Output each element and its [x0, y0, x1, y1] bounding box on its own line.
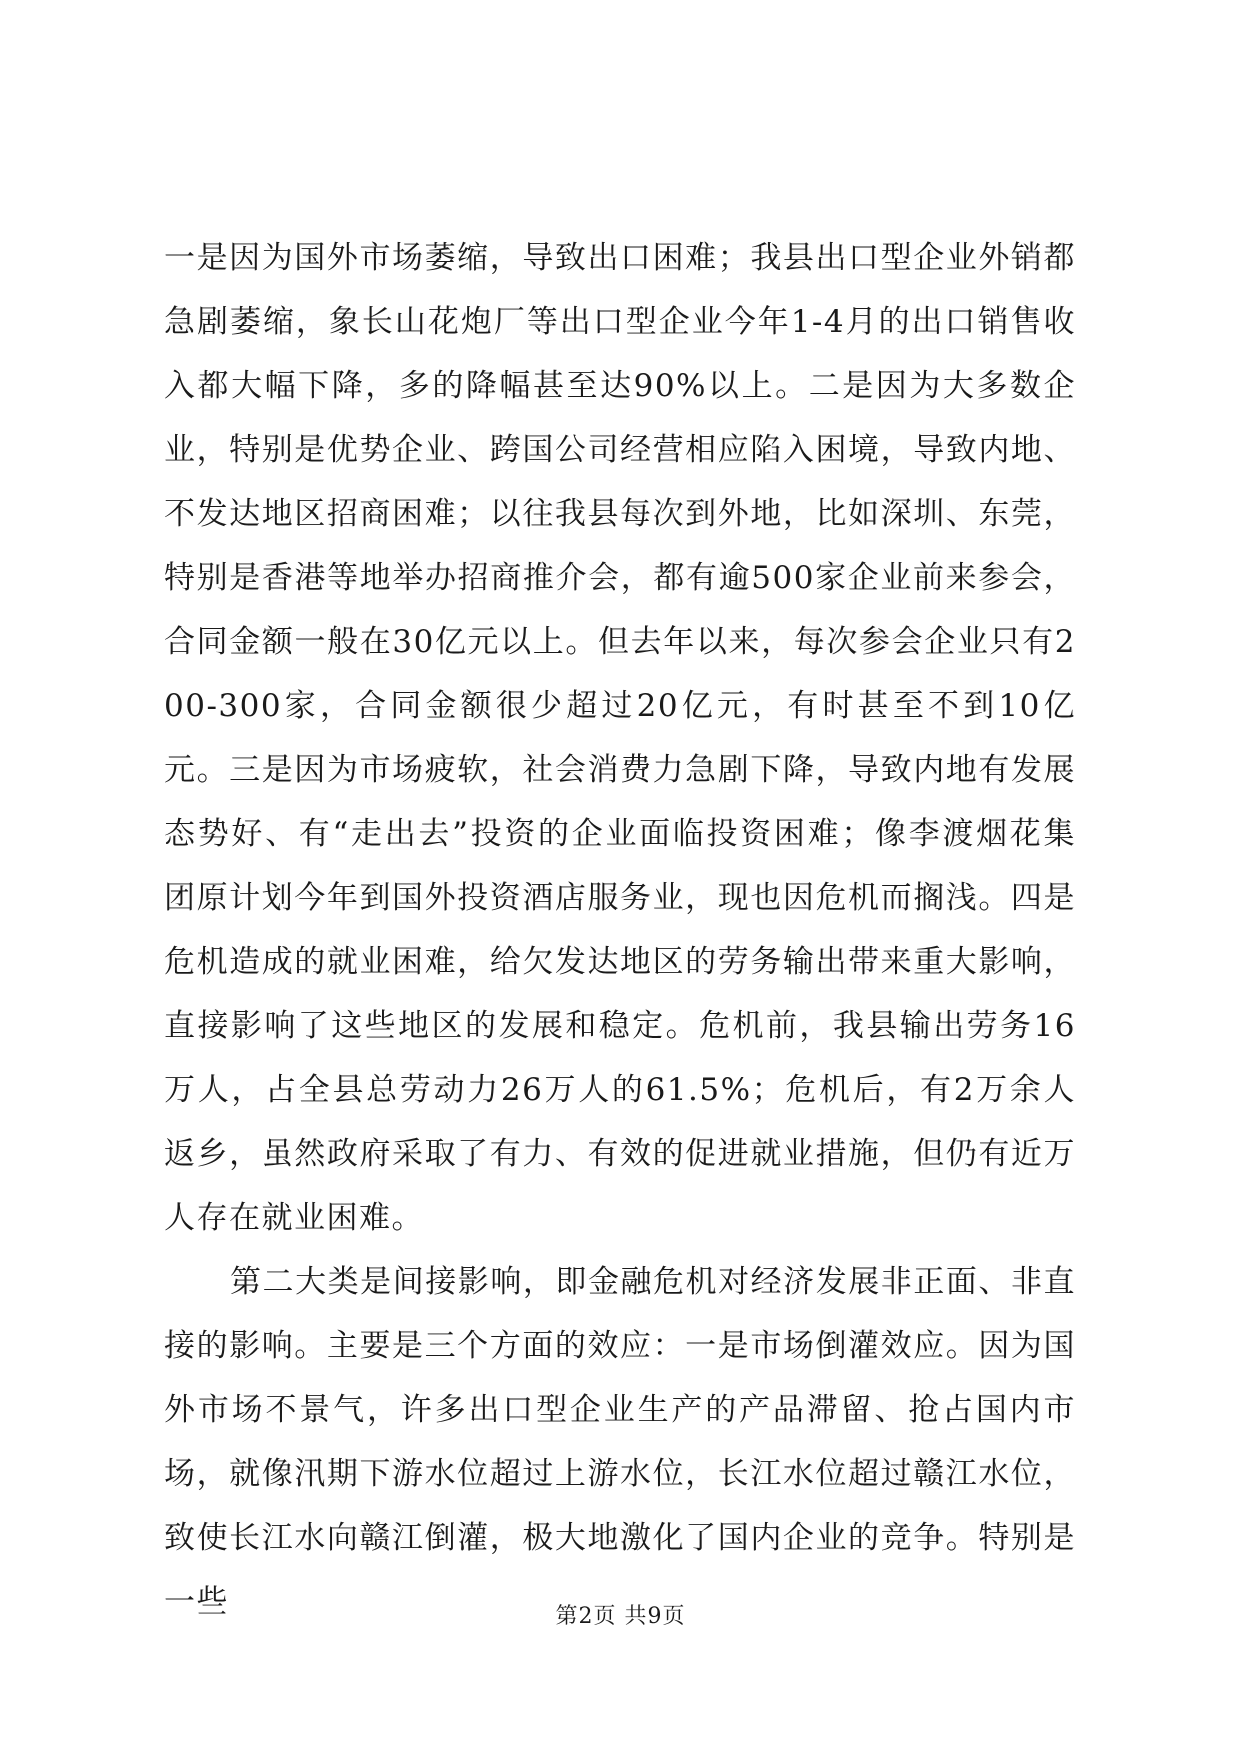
document-body — [164, 226, 1076, 1634]
paragraph-1: 一是因为国外市场萎缩，导致出口困难；我县出口型企业外销都急剧萎缩，象长山花炮厂等出口型企业今年1-4月的出口销售收入都大幅下降，多的降幅甚至达90%以上。二是因为大多数企业，特别是优势企业、跨国公司经营相应陷入困境，导致内地、不发达地区招商困难；以往我县每次到外地，比如深圳、东莞，特别是香港等地举办招商推介会，都有逾500家企业前来参会，合同金额一般在30亿元以上。但去年以来，每次参会企业只有200-300家，合同金额很少超过20亿元，有时甚至不到10亿元。三是因为市场疲软，社会消费力急剧下降，导致内地有发展态势好、有“走出去”投资的企业面临投资困难；像李渡烟花集团原计划今年到国外投资酒店服务业，现也因危机而搁浅。四是危机造成的就业困难，给欠发达地区的劳务输出带来重大影响，直接影响了这些地区的发展和稳定。危机前，我县输出劳务16万人，占全县总劳动力26万人的61.5%；危机后，有2万余人返乡，虽然政府采取了有力、有效的促进就业措施，但仍有近万人存在就业困难。 — [164, 240, 1076, 1236]
paragraph-2: 第二大类是间接影响，即金融危机对经济发展非正面、非直接的影响。主要是三个方面的效应：一是市场倒灌效应。因为国外市场不景气，许多出口型企业生产的产品滞留、抢占国内市场，就像汛期下游水位超过上游水位，长江水位超过赣江水位，致使长江水向赣江倒灌，极大地激化了国内企业的竞争。特别是一些 — [164, 1264, 1076, 1620]
page-footer: 第2页 共9页 — [555, 1604, 686, 1629]
